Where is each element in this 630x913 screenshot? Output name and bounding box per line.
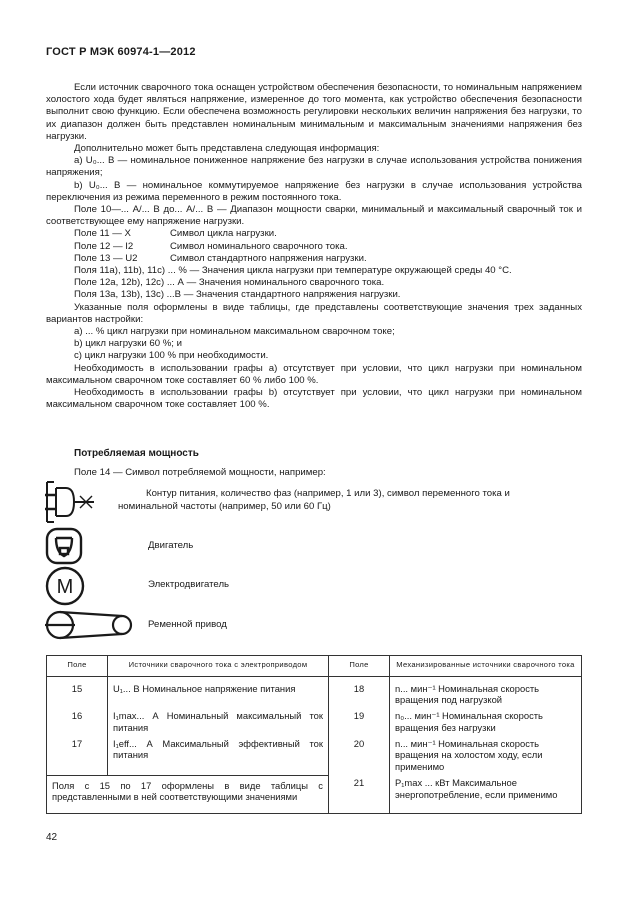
field-number: 20: [329, 736, 390, 775]
paragraph-field-10: Поле 10—... А/... В до... А/... В — Диапазон мощности сварки, минимальный и максимальный сварочный ток и соответствующее ему напряжение нагрузки.: [46, 204, 582, 228]
field-row-13: [46, 253, 582, 265]
field-text: — Значения номинального сварочного тока.: [186, 277, 385, 289]
paragraph-column-a-note: Необходимость в использовании графы а) отсутствует при условии, что цикл нагрузки при номинальном максимальном сварочном токе составляет 60 % либо 100 %.: [46, 362, 582, 386]
section-title-power: Потребляемая мощность: [74, 448, 199, 459]
field-label: Поле 12 — I2: [74, 240, 134, 252]
supply-symbol-caption: Контур питания, количество фаз (например, 1 или 3), символ переменного тока и номинальной частоты (например, 50 или 60 Гц): [118, 488, 510, 512]
page-number: 42: [46, 832, 58, 843]
table-header-row: [47, 656, 582, 677]
field-text: Символ цикла нагрузки.: [170, 228, 277, 240]
field-text: Символ стандартного напряжения нагрузки.: [170, 252, 367, 264]
field-text: Символ номинального сварочного тока.: [170, 240, 348, 252]
spec-table: [46, 655, 582, 814]
plug-icon: [44, 480, 96, 524]
field-number: 15: [47, 676, 108, 708]
document-header: ГОСТ Р МЭК 60974-1—2012: [46, 46, 196, 58]
field-row-11: [46, 228, 582, 240]
field-number: 21: [329, 775, 390, 814]
field-row-11abc: [46, 265, 582, 277]
table-row: [47, 775, 582, 814]
field-description: n... мин⁻¹ Номинальная скорость вращения под нагрузкой: [390, 676, 582, 708]
motor-letter: M: [56, 576, 74, 598]
header-field: Поле: [47, 656, 108, 677]
paragraph-additional-info: Дополнительно может быть представлена следующая информация:: [74, 143, 380, 155]
motor-symbol-caption: Электродвигатель: [148, 579, 230, 590]
table-row: [47, 708, 582, 736]
field-row-12abc: [46, 277, 582, 289]
paragraph-option-c: с) цикл нагрузки 100 % при необходимости.: [74, 350, 269, 362]
paragraph-option-a: а) ... % цикл нагрузки при номинальном максимальном сварочном токе;: [74, 326, 395, 338]
header-field: Поле: [329, 656, 390, 677]
field-row-13abc: [46, 289, 582, 301]
field-label: Поле 13 — U2: [74, 252, 138, 264]
table-note: Поля с 15 по 17 оформлены в виде таблицы с представленными в ней соответствующими значениями: [47, 775, 329, 814]
belt-drive-icon: [44, 605, 136, 645]
engine-symbol-caption: Двигатель: [148, 540, 194, 551]
header-mechanical-sources: Механизированные источники сварочного тока: [390, 656, 582, 677]
field-description: I₁eff... А Максимальный эффективный ток питания: [113, 737, 323, 761]
field-label: Поле 11 — X: [74, 228, 131, 240]
field-label: Поля 11а), 11b), 11с) ... %: [74, 265, 187, 277]
paragraph-option-b: b) цикл нагрузки 60 %; и: [74, 338, 182, 350]
field-text: — Значения цикла нагрузки при температуре окружающей среды 40 °С.: [189, 265, 512, 277]
body-text: [46, 82, 582, 411]
paragraph-table-fields: Указанные поля оформлены в виде таблицы, где представлены соответствующие значения трех заданных вариантов настройки:: [46, 301, 582, 325]
field-label: Поле 12а, 12b), 12с) ... А: [74, 277, 184, 289]
field-description: n... мин⁻¹ Номинальная скорость вращения на холостом ходу, если применимо: [390, 736, 582, 775]
field-text: — Значения стандартного напряжения нагрузки.: [183, 289, 401, 301]
table-row: [47, 676, 582, 708]
field-number: 17: [47, 736, 108, 775]
field-number: 18: [329, 676, 390, 708]
field-description: n₀... мин⁻¹ Номинальная скорость вращения без нагрузки: [390, 708, 582, 736]
field-description: U₁... В Номинальное напряжение питания: [113, 682, 296, 694]
field-number: 16: [47, 708, 108, 736]
field-label: Поля 13а, 13b), 13с) ...В: [74, 289, 182, 301]
field-number: 19: [329, 708, 390, 736]
paragraph-item-b: b) U₀... В — номинальное коммутируемое напряжение без нагрузки в случае использования устройства переключения из режима переменного в режим постоянного тока.: [46, 179, 582, 203]
paragraph-column-b-note: Необходимость в использовании графы b) отсутствует при условии, что цикл нагрузки при номинальном максимальном сварочном токе составляет 100 %.: [46, 387, 582, 411]
engine-icon: [44, 526, 84, 566]
field-description: I₁max... А Номинальный максимальный ток питания: [113, 710, 323, 733]
field-description: P₁max ... кВт Максимальное энергопотребление, если применимо: [390, 775, 582, 814]
field-14-intro: Поле 14 — Символ потребляемой мощности, например:: [74, 467, 326, 478]
table-row: [47, 736, 582, 775]
electric-motor-icon: [44, 565, 86, 607]
paragraph-safety-device: Если источник сварочного тока оснащен устройством обеспечения безопасности, то номинальным напряжением холостого хода будет являться напряжение, измеренное до того момента, как устройство обеспечения безопасности выполнит свою функцию. Если обеспечена возможность регулировки нескольких величин напряжения без нагрузки, то их диапазон должен быть представлен номинальным минимальным и максимальным значениями напряжения без нагрузки.: [46, 82, 582, 142]
field-row-12: [46, 241, 582, 253]
paragraph-item-a: а) U₀... В — номинальное пониженное напряжение без нагрузки в случае использования устройства понижения напряжения;: [46, 155, 582, 179]
belt-symbol-caption: Ременной привод: [148, 619, 227, 630]
header-electric-sources: Источники сварочного тока с электроприводом: [108, 656, 329, 677]
